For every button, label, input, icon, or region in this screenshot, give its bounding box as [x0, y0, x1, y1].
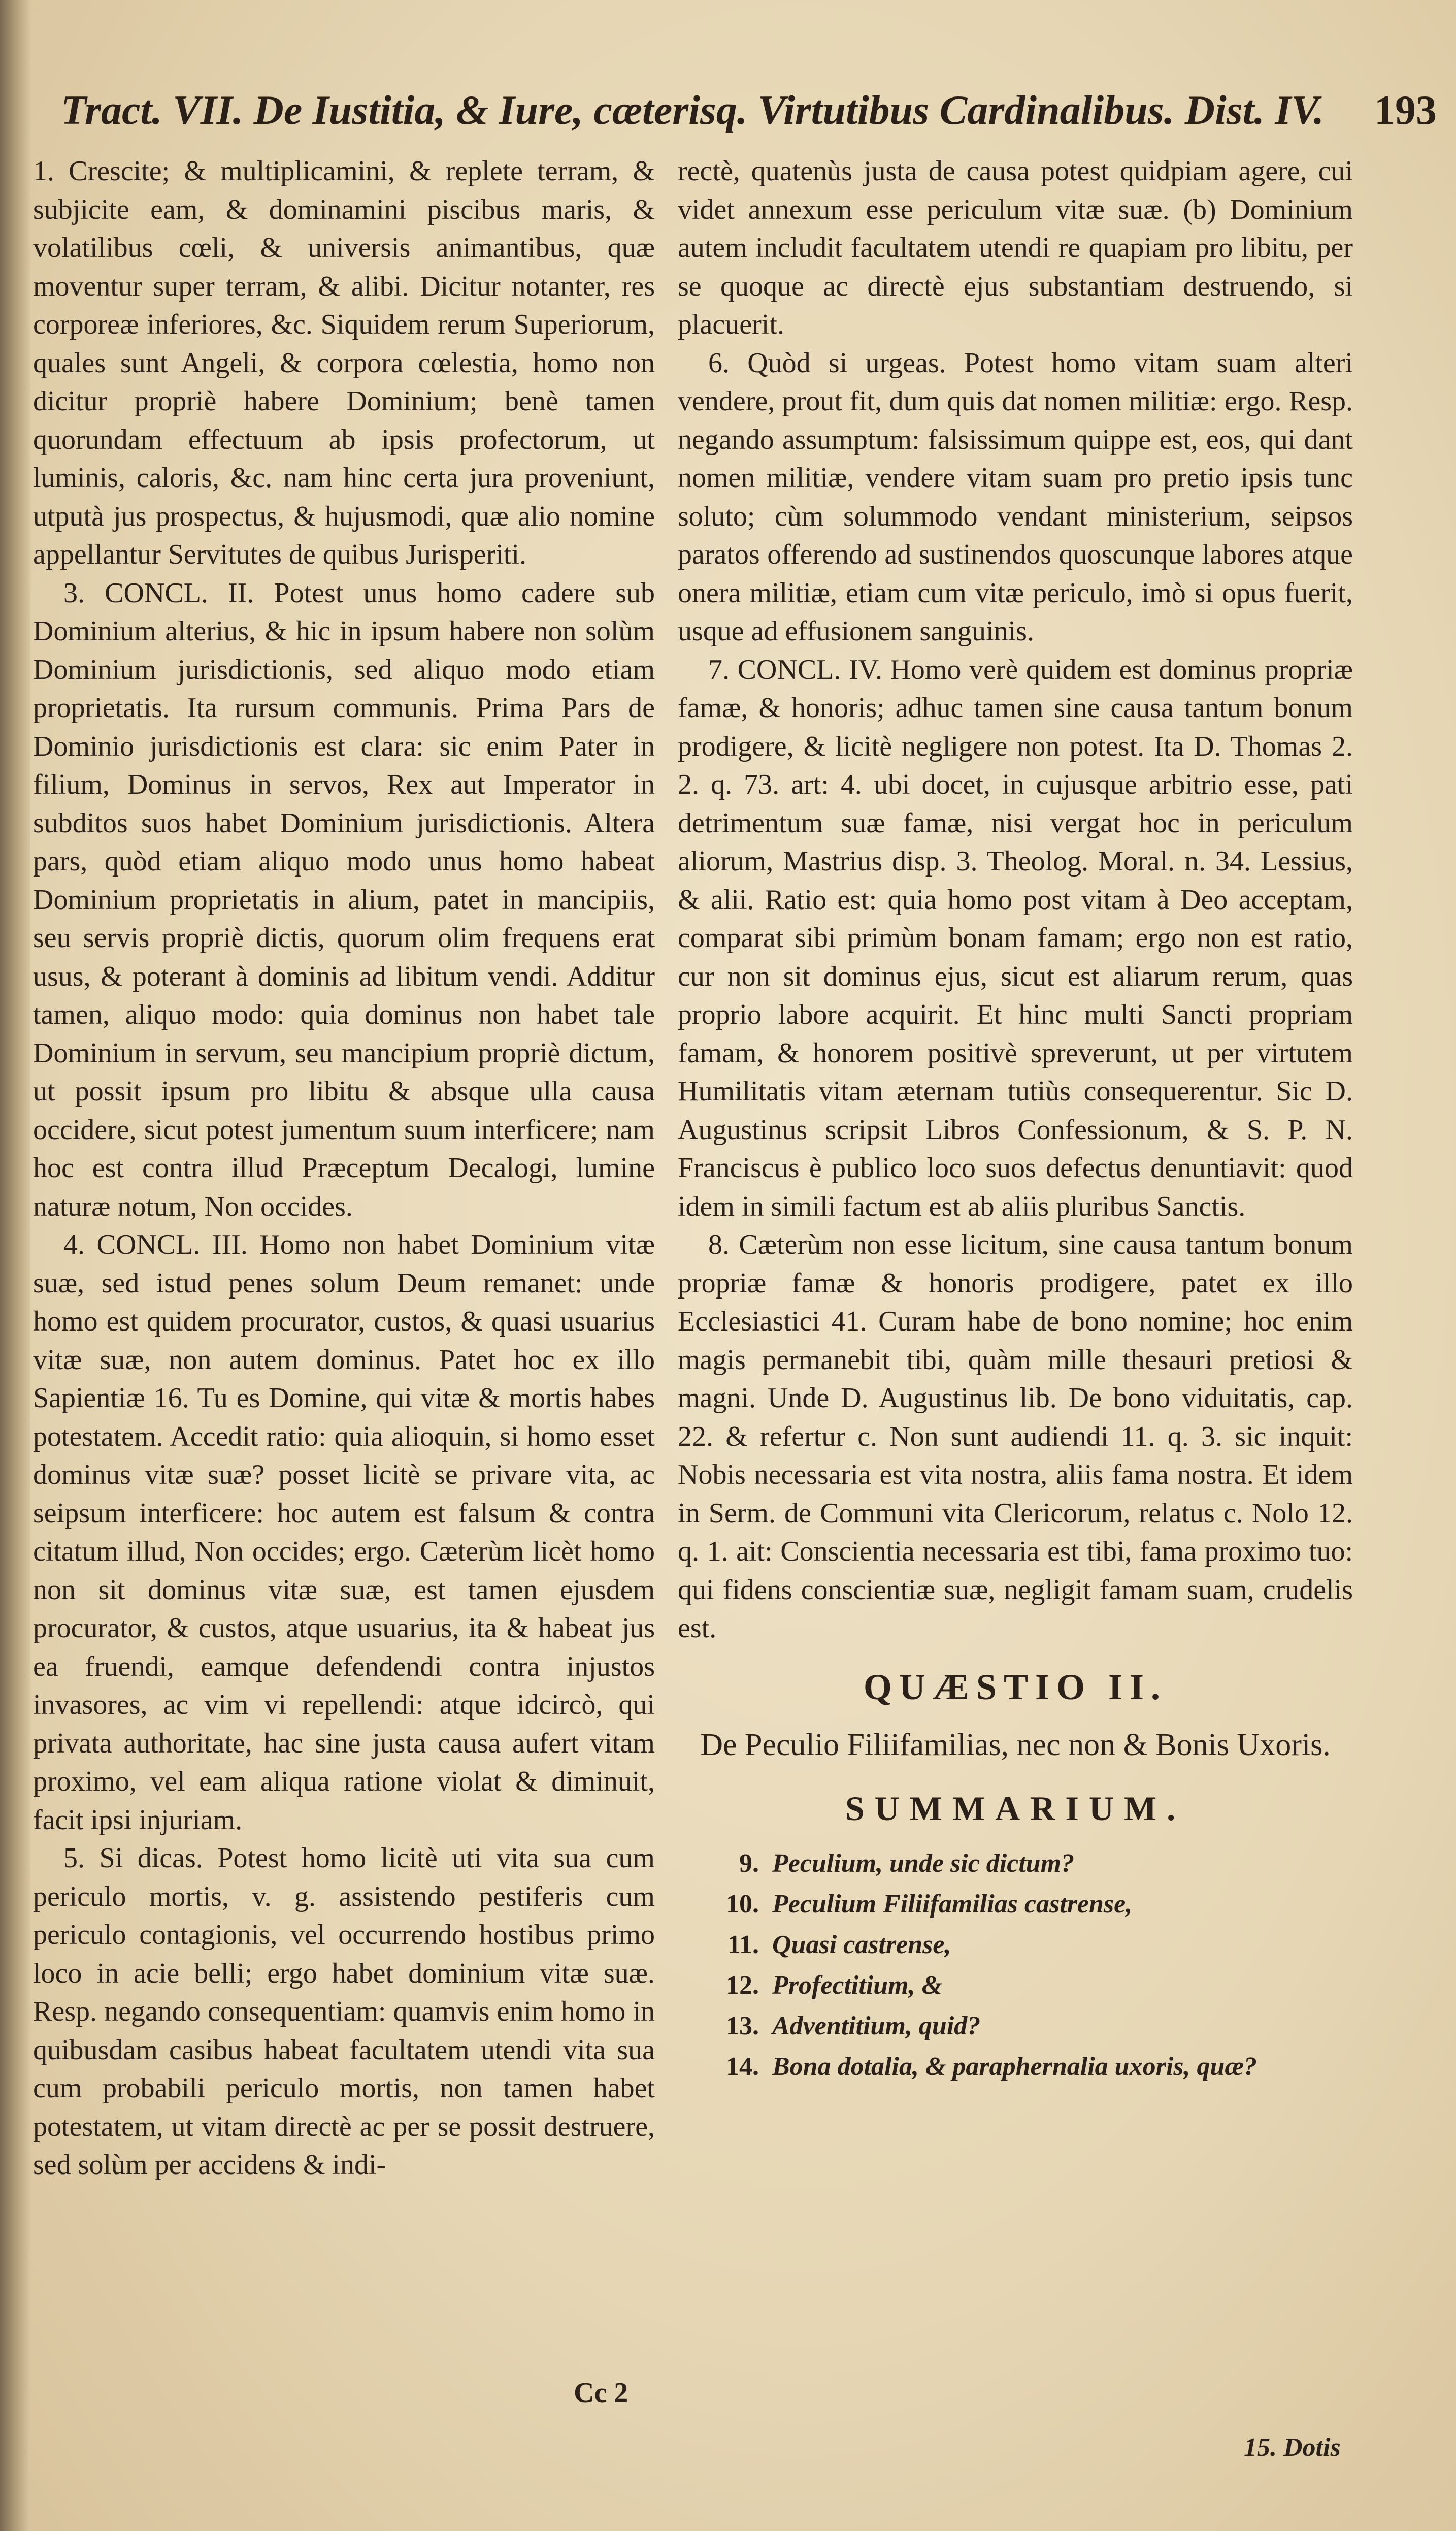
summary-number: 11.	[727, 1930, 759, 1959]
question-subtitle: De Peculio Filiifamilias, nec non & Bonis Uxoris.	[700, 1728, 1331, 1762]
question-title: QUÆSTIO II.	[863, 1666, 1168, 1707]
summary-number: 13.	[726, 2011, 759, 2040]
paragraph: rectè, quatenùs justa de causa potest quidpiam agere, cui videt annexum esse periculum vitæ suæ. (b) Dominium autem includit facultatem utendi re quapiam pro libitu, per se quoque ac directè ejus substantiam destruendo, si placuerit.	[678, 155, 1353, 340]
summary-text: Bona dotalia, & paraphernalia uxoris, quæ?	[772, 2052, 1257, 2081]
summary-text: Peculium Filiifamilias castrense,	[772, 1889, 1133, 1919]
summary-item	[678, 1965, 1353, 2006]
paragraph: 5. Si dicas. Potest homo licitè uti vita sua cum periculo mortis, v. g. assistendo pestiferis cum periculo contagionis, vel occurrendo hostibus primo loco in acie belli; ergo habet dominium vitæ suæ. Resp. negando consequentiam: quamvis enim homo in quibusdam casibus habeat facultatem utendi vita sua cum probabili periculo mortis, non tamen habet potestatem, ut vitam directè ac per se possit destruere, sed solùm per accidens & indi-	[33, 1842, 655, 2181]
running-header	[36, 76, 1437, 152]
summary-item	[678, 2006, 1353, 2047]
right-column	[678, 152, 1353, 2087]
summary-item	[678, 1843, 1353, 1884]
page-number: 193	[1374, 87, 1437, 133]
summary-item	[678, 2047, 1353, 2087]
summary-number: 12.	[726, 1970, 759, 2000]
paragraph: 1. Crescite; & multiplicamini, & replete terram, & subjicite eam, & dominamini piscibus maris, & volatilibus cœli, & universis animantibus, quæ moventur super terram, & alibi. Dicitur notanter, res corporeæ inferiores, &c. Siquidem rerum Superiorum, quales sunt Angeli, & corpora cœlestia, homo non dicitur propriè habere Dominium; benè tamen quorundam effectuum ab ipsis profectorum, ut luminis, caloris, &c. nam hinc certa jura proveniunt, utputà jus prospectus, & hujusmodi, quæ alio nomine appellantur Servitutes de quibus Jurisperiti.	[33, 155, 655, 570]
summary-list	[678, 1843, 1353, 2087]
summary-number: 10.	[726, 1889, 759, 1919]
paragraph: 6. Quòd si urgeas. Potest homo vitam suam alteri vendere, prout fit, dum quis dat nomen militiæ: ergo. Resp. negando assumptum: falsissimum quippe est, eos, qui dant nomen militiæ, vendere vitam suam pro pretio ipsis tunc soluto; cùm solummodo vendant ministerium, seipsos paratos offerendo ad sustinendos quoscunque labores atque onera militiæ, etiam cum vitæ periculo, imò si opus fuerit, usque ad effusionem sanguinis.	[678, 347, 1353, 647]
binding-gutter	[0, 0, 30, 2531]
paragraph: 8. Cæterùm non esse licitum, sine causa tantum bonum propriæ famæ & honoris prodigere, patet ex illo Ecclesiastici 41. Curam habe de bono nomine; hoc enim magis permanebit tibi, quàm mille thesauri pretiosi & magni. Unde D. Augustinus lib. De bono viduitatis, cap. 22. & refertur c. Non sunt audiendi 11. q. 3. sic inquit: Nobis necessaria est vita nostra, aliis fama nostra. Et idem in Serm. de Communi vita Clericorum, relatus c. Nolo 12. q. 1. ait: Conscientia necessaria est tibi, fama proximo tuo: qui fidens conscientiæ suæ, negligit famam suam, crudelis est.	[678, 1229, 1353, 1644]
summary-text: Adventitium, quid?	[772, 2011, 981, 2040]
summary-text: Quasi castrense,	[772, 1930, 951, 1959]
summary-number: 9.	[739, 1848, 759, 1878]
paragraph: 3. CONCL. II. Potest unus homo cadere sub Dominium alterius, & hic in ipsum habere non solùm Dominium jurisdictionis, sed aliquo modo etiam proprietatis. Ita rursum communis. Prima Pars de Dominio jurisdictionis est clara: sic enim Pater in filium, Dominus in servos, Rex aut Imperator in subditos suos habet Dominium jurisdictionis. Altera pars, quòd etiam aliquo modo unus homo habeat Dominium proprietatis in alium, patet in mancipiis, seu servis propriè dictis, quorum olim frequens erat usus, & poterant à dominis ad libitum vendi. Additur tamen, aliquo modo: quia dominus non habet tale Dominium in servum, seu mancipium propriè dictum, ut possit ipsum pro libitu & absque ulla causa occidere, sicut potest jumentum suum interficere; nam hoc est contra illud Præceptum Decalogi, lumine naturæ notum, Non occides.	[33, 577, 655, 1222]
paragraph: 7. CONCL. IV. Homo verè quidem est dominus propriæ famæ, & honoris; adhuc tamen sine causa tantum bonum prodigere, & licitè negligere non potest. Ita D. Thomas 2. 2. q. 73. art: 4. ubi docet, in cujusque arbitrio esse, pati detrimentum suæ famæ, nisi vergat hoc in periculum aliorum, Mastrius disp. 3. Theolog. Moral. n. 34. Lessius, & alii. Ratio est: quia homo post vitam à Deo acceptam, comparat sibi primùm bonam famam; ergo non est ratio, cur non sit dominus ejus, sicut est aliarum rerum, quas proprio labore acquirit. Et hinc multi Sancti propriam famam, & honorem positivè spreverunt, ut per virtutem Humilitatis vitam æternam tutiùs consequerentur. Sic D. Augustinus scripsit Libros Confessionum, & S. P. N. Franciscus è publico loco suos defectus denuntiavit: quod idem in simili factum est ab aliis pluribus Sanctis.	[678, 654, 1353, 1222]
left-column	[33, 152, 655, 2185]
summary-item	[678, 1884, 1353, 1925]
summary-text: Profectitium, &	[772, 1970, 943, 2000]
paragraph: 4. CONCL. III. Homo non habet Dominium vitæ suæ, sed istud penes solum Deum remanet: unde homo est quidem procurator, custos, & quasi usuarius vitæ suæ, non autem dominus. Patet hoc ex illo Sapientiæ 16. Tu es Domine, qui vitæ & mortis habes potestatem. Accedit ratio: quia alioquin, si homo esset dominus vitæ suæ? posset licitè se privare vita, ac seipsum interficere: hoc autem est falsum & contra citatum illud, Non occides; ergo. Cæterùm licèt homo non sit dominus vitæ suæ, est tamen ejusdem procurator, & custos, atque usuarius, ita & habeat jus ea fruendi, eamque defendendi contra injustos invasores, ac vim vi repellendi: atque idcircò, qui privata authoritate, hac sine justa causa aufert vitam proximo, vel eam aliqua ratione violat & diminuit, facit ipsi injuriam.	[33, 1229, 655, 1836]
summary-text: Peculium, unde sic dictum?	[772, 1848, 1075, 1878]
running-title: Tract. VII. De Iustitia, & Iure, cæterisq. Virtutibus Cardinalibus. Dist. IV.	[61, 87, 1324, 133]
summary-heading: SUMMARIUM.	[845, 1789, 1186, 1828]
summary-item	[678, 1925, 1353, 1965]
summary-number: 14.	[726, 2052, 759, 2081]
catchword: 15. Dotis	[1244, 2433, 1341, 2462]
signature-mark: Cc 2	[574, 2377, 628, 2409]
